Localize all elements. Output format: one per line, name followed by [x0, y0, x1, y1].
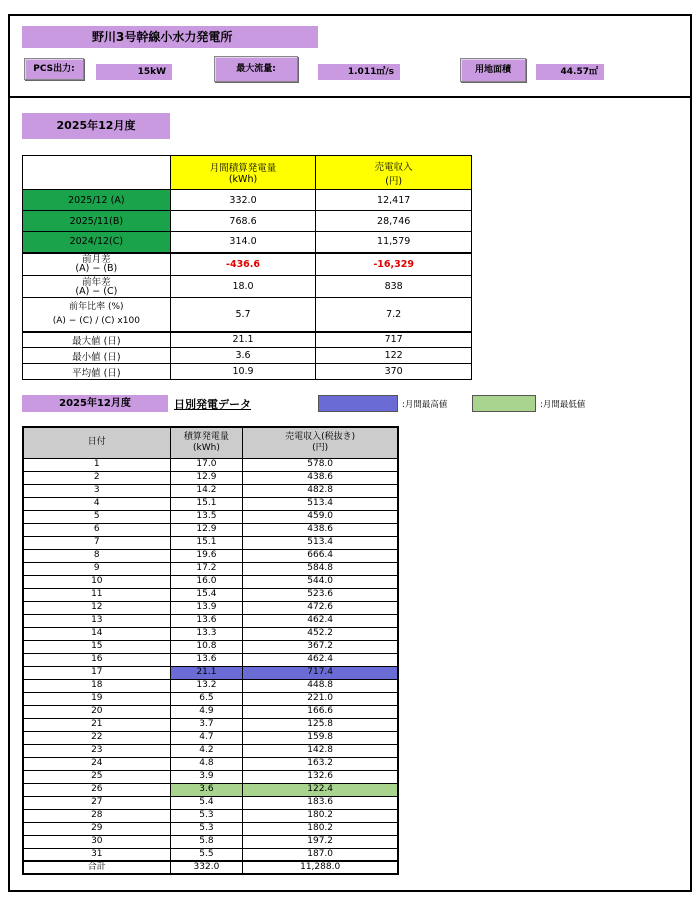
- daily-row: [23, 809, 398, 822]
- daily-day: 24: [23, 757, 170, 770]
- daily-day: 15: [23, 640, 170, 653]
- daily-row: [23, 471, 398, 484]
- daily-yen: 666.4: [243, 549, 398, 562]
- daily-yen: 122.4: [243, 783, 398, 796]
- summary-row-avg: [23, 364, 472, 380]
- daily-yen: 180.2: [243, 822, 398, 835]
- daily-day: 18: [23, 679, 170, 692]
- daily-yen: 472.6: [243, 601, 398, 614]
- land-area-button[interactable]: 用地面積: [460, 58, 526, 82]
- daily-kwh: 17.0: [170, 458, 243, 471]
- daily-yen: 166.6: [243, 705, 398, 718]
- daily-kwh: 13.6: [170, 653, 243, 666]
- daily-row: [23, 549, 398, 562]
- summary-kwh: 3.6: [170, 348, 316, 364]
- daily-day: 28: [23, 809, 170, 822]
- summary-kwh: 18.0: [170, 276, 316, 298]
- daily-yen: 159.8: [243, 731, 398, 744]
- summary-header-blank: [23, 156, 171, 190]
- summary-row-prev-year: [23, 232, 472, 253]
- summary-row-label: 2024/12(C): [23, 232, 171, 253]
- daily-kwh: 17.2: [170, 562, 243, 575]
- header-divider: [8, 96, 692, 98]
- legend-low-swatch: [472, 395, 536, 412]
- daily-day: 20: [23, 705, 170, 718]
- daily-day: 26: [23, 783, 170, 796]
- daily-yen: 544.0: [243, 575, 398, 588]
- summary-row-label: 平均値 (日): [23, 364, 171, 380]
- daily-generation-table: [22, 426, 399, 875]
- summary-yen: 370: [316, 364, 472, 380]
- max-flow-button[interactable]: 最大流量:: [214, 56, 298, 82]
- daily-row: [23, 718, 398, 731]
- summary-yen: 838: [316, 276, 472, 298]
- daily-yen: 180.2: [243, 809, 398, 822]
- daily-row: [23, 523, 398, 536]
- summary-yen: 11,579: [316, 232, 472, 253]
- daily-kwh: 13.3: [170, 627, 243, 640]
- summary-row-yoy-diff: [23, 276, 472, 298]
- daily-header-kwh: 積算発電量 (kWh): [170, 427, 243, 458]
- daily-kwh: 4.9: [170, 705, 243, 718]
- land-area-value: 44.57㎡: [536, 64, 604, 80]
- daily-yen: 183.6: [243, 796, 398, 809]
- page-title: 野川3号幹線小水力発電所: [22, 26, 318, 48]
- summary-row-min: [23, 348, 472, 364]
- daily-yen: 462.4: [243, 614, 398, 627]
- daily-yen: 584.8: [243, 562, 398, 575]
- daily-yen: 132.6: [243, 770, 398, 783]
- daily-day: 23: [23, 744, 170, 757]
- daily-row: [23, 666, 398, 679]
- summary-yen: 717: [316, 332, 472, 348]
- daily-yen: 438.6: [243, 471, 398, 484]
- daily-kwh: 5.4: [170, 796, 243, 809]
- daily-yen: 163.2: [243, 757, 398, 770]
- daily-day: 30: [23, 835, 170, 848]
- daily-header-row: [23, 427, 398, 458]
- daily-yen: 513.4: [243, 536, 398, 549]
- daily-row: [23, 835, 398, 848]
- daily-day: 16: [23, 653, 170, 666]
- daily-kwh: 10.8: [170, 640, 243, 653]
- daily-row: [23, 575, 398, 588]
- daily-kwh: 19.6: [170, 549, 243, 562]
- daily-day: 1: [23, 458, 170, 471]
- daily-row: [23, 601, 398, 614]
- daily-row: [23, 458, 398, 471]
- summary-row-label: 2025/11(B): [23, 211, 171, 232]
- daily-row: [23, 848, 398, 861]
- daily-row: [23, 653, 398, 666]
- summary-row-label: 前年差 (A) − (C): [23, 276, 171, 298]
- daily-row: [23, 640, 398, 653]
- daily-kwh: 13.9: [170, 601, 243, 614]
- daily-day: 11: [23, 588, 170, 601]
- daily-total-kwh: 332.0: [170, 861, 243, 874]
- daily-yen: 448.8: [243, 679, 398, 692]
- daily-yen: 459.0: [243, 510, 398, 523]
- daily-yen: 367.2: [243, 640, 398, 653]
- daily-kwh: 3.9: [170, 770, 243, 783]
- pcs-output-value: 15kW: [96, 64, 172, 80]
- daily-day: 6: [23, 523, 170, 536]
- daily-row: [23, 705, 398, 718]
- daily-kwh: 15.4: [170, 588, 243, 601]
- daily-row: [23, 614, 398, 627]
- daily-total-row: [23, 861, 398, 874]
- daily-kwh: 5.3: [170, 822, 243, 835]
- daily-kwh: 3.7: [170, 718, 243, 731]
- summary-kwh: 768.6: [170, 211, 316, 232]
- daily-day: 9: [23, 562, 170, 575]
- summary-kwh: 332.0: [170, 190, 316, 211]
- daily-row: [23, 796, 398, 809]
- daily-day: 13: [23, 614, 170, 627]
- daily-row: [23, 627, 398, 640]
- legend-high-swatch: [318, 395, 398, 412]
- daily-kwh: 14.2: [170, 484, 243, 497]
- summary-header-row: [23, 156, 472, 190]
- daily-yen: 523.6: [243, 588, 398, 601]
- daily-yen: 197.2: [243, 835, 398, 848]
- daily-kwh: 12.9: [170, 471, 243, 484]
- daily-kwh: 3.6: [170, 783, 243, 796]
- daily-day: 21: [23, 718, 170, 731]
- daily-day: 7: [23, 536, 170, 549]
- max-flow-value: 1.011㎥/s: [318, 64, 400, 80]
- daily-header-yen: 売電収入(税抜き) (円): [243, 427, 398, 458]
- daily-kwh: 15.1: [170, 497, 243, 510]
- summary-yen: 12,417: [316, 190, 472, 211]
- daily-header-day: 日付: [23, 427, 170, 458]
- summary-section-title: 2025年12月度: [22, 113, 170, 139]
- summary-yen: 122: [316, 348, 472, 364]
- daily-yen: 187.0: [243, 848, 398, 861]
- daily-kwh: 12.9: [170, 523, 243, 536]
- daily-day: 8: [23, 549, 170, 562]
- daily-day: 19: [23, 692, 170, 705]
- daily-row: [23, 822, 398, 835]
- summary-kwh: -436.6: [170, 253, 316, 276]
- daily-kwh: 4.7: [170, 731, 243, 744]
- legend-high-label: :月間最高値: [402, 400, 448, 410]
- daily-kwh: 5.3: [170, 809, 243, 822]
- daily-yen: 462.4: [243, 653, 398, 666]
- daily-row: [23, 588, 398, 601]
- summary-yen: -16,329: [316, 253, 472, 276]
- daily-day: 25: [23, 770, 170, 783]
- daily-yen: 578.0: [243, 458, 398, 471]
- daily-yen: 125.8: [243, 718, 398, 731]
- daily-row: [23, 536, 398, 549]
- summary-kwh: 314.0: [170, 232, 316, 253]
- summary-yen: 7.2: [316, 298, 472, 332]
- summary-header-yen: 売電収入 (円): [316, 156, 472, 190]
- daily-day: 14: [23, 627, 170, 640]
- daily-yen: 142.8: [243, 744, 398, 757]
- summary-kwh: 21.1: [170, 332, 316, 348]
- summary-row-label: 最小値 (日): [23, 348, 171, 364]
- daily-kwh: 5.8: [170, 835, 243, 848]
- daily-kwh: 6.5: [170, 692, 243, 705]
- daily-day: 2: [23, 471, 170, 484]
- daily-day: 3: [23, 484, 170, 497]
- daily-row: [23, 484, 398, 497]
- summary-row-label: 前月差 (A) − (B): [23, 253, 171, 276]
- summary-yen: 28,746: [316, 211, 472, 232]
- daily-day: 27: [23, 796, 170, 809]
- daily-kwh: 5.5: [170, 848, 243, 861]
- summary-kwh: 10.9: [170, 364, 316, 380]
- daily-day: 31: [23, 848, 170, 861]
- daily-section-title: 日別発電データ: [174, 398, 251, 411]
- daily-total-label: 合計: [23, 861, 170, 874]
- daily-kwh: 15.1: [170, 536, 243, 549]
- daily-row: [23, 497, 398, 510]
- daily-row: [23, 510, 398, 523]
- daily-row: [23, 783, 398, 796]
- summary-row-label: 2025/12 (A): [23, 190, 171, 211]
- summary-kwh: 5.7: [170, 298, 316, 332]
- daily-month-label: 2025年12月度: [22, 395, 168, 412]
- daily-row: [23, 744, 398, 757]
- daily-row: [23, 679, 398, 692]
- summary-row-yoy-ratio: [23, 298, 472, 332]
- daily-day: 10: [23, 575, 170, 588]
- daily-yen: 717.4: [243, 666, 398, 679]
- daily-row: [23, 562, 398, 575]
- daily-kwh: 4.8: [170, 757, 243, 770]
- daily-day: 22: [23, 731, 170, 744]
- pcs-output-button[interactable]: PCS出力:: [24, 58, 84, 80]
- daily-row: [23, 731, 398, 744]
- summary-row-label: 前年比率 (%) (A) − (C) / (C) x100: [23, 298, 171, 332]
- daily-kwh: 4.2: [170, 744, 243, 757]
- daily-row: [23, 692, 398, 705]
- daily-day: 29: [23, 822, 170, 835]
- summary-row-max: [23, 332, 472, 348]
- daily-kwh: 16.0: [170, 575, 243, 588]
- daily-row: [23, 757, 398, 770]
- daily-kwh: 13.5: [170, 510, 243, 523]
- daily-day: 12: [23, 601, 170, 614]
- summary-row-mom-diff: [23, 253, 472, 276]
- daily-day: 5: [23, 510, 170, 523]
- daily-day: 17: [23, 666, 170, 679]
- summary-row-current: [23, 190, 472, 211]
- daily-yen: 221.0: [243, 692, 398, 705]
- daily-kwh: 13.6: [170, 614, 243, 627]
- daily-kwh: 13.2: [170, 679, 243, 692]
- daily-row: [23, 770, 398, 783]
- monthly-summary-table: [22, 155, 472, 380]
- summary-row-prev-month: [23, 211, 472, 232]
- daily-yen: 482.8: [243, 484, 398, 497]
- summary-header-kwh: 月間積算発電量 (kWh): [170, 156, 316, 190]
- summary-row-label: 最大値 (日): [23, 332, 171, 348]
- daily-total-yen: 11,288.0: [243, 861, 398, 874]
- daily-yen: 452.2: [243, 627, 398, 640]
- legend-low-label: :月間最低値: [540, 400, 586, 410]
- daily-yen: 513.4: [243, 497, 398, 510]
- daily-yen: 438.6: [243, 523, 398, 536]
- daily-kwh: 21.1: [170, 666, 243, 679]
- daily-day: 4: [23, 497, 170, 510]
